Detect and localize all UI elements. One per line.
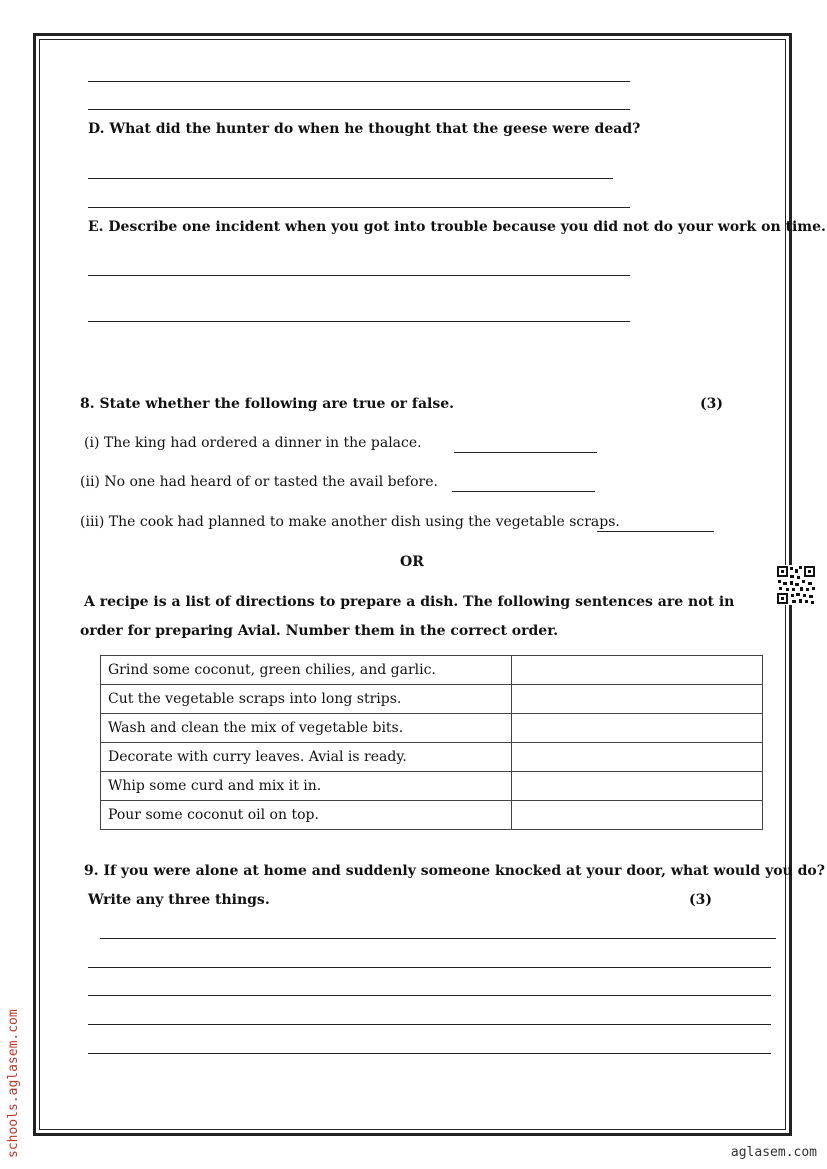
question-9-marks: (3) xyxy=(689,892,712,908)
answer-line[interactable] xyxy=(88,995,771,996)
answer-line[interactable] xyxy=(88,967,771,968)
order-number-cell[interactable] xyxy=(512,743,763,772)
table-row xyxy=(101,772,763,801)
question-d: D. What did the hunter do when he thought that the geese were dead? xyxy=(88,121,641,137)
recipe-step: Decorate with curry leaves. Avial is ready. xyxy=(101,743,512,772)
qr-code-icon[interactable] xyxy=(776,565,816,605)
order-number-cell[interactable] xyxy=(512,714,763,743)
recipe-intro-line-1: A recipe is a list of directions to prepare a dish. The following sentences are not in xyxy=(84,594,735,610)
answer-line[interactable] xyxy=(88,81,630,82)
answer-line[interactable] xyxy=(88,109,630,110)
answer-line[interactable] xyxy=(100,938,776,939)
answer-line[interactable] xyxy=(88,1024,771,1025)
question-e: E. Describe one incident when you got into trouble because you did not do your work on time. xyxy=(88,219,826,235)
answer-line[interactable] xyxy=(88,178,613,179)
question-8-marks: (3) xyxy=(700,396,723,412)
footer-watermark: aglasem.com xyxy=(730,1145,817,1160)
table-row xyxy=(101,801,763,830)
recipe-order-table xyxy=(100,655,763,830)
statement-1: (i) The king had ordered a dinner in the palace. xyxy=(84,435,422,451)
statement-2: (ii) No one had heard of or tasted the avail before. xyxy=(80,474,438,490)
answer-line[interactable] xyxy=(88,275,630,276)
recipe-step: Wash and clean the mix of vegetable bits. xyxy=(101,714,512,743)
table-row xyxy=(101,656,763,685)
recipe-step: Whip some curd and mix it in. xyxy=(101,772,512,801)
recipe-step: Cut the vegetable scraps into long strips. xyxy=(101,685,512,714)
recipe-step: Grind some coconut, green chilies, and garlic. xyxy=(101,656,512,685)
table-row xyxy=(101,685,763,714)
recipe-intro-line-2: order for preparing Avial. Number them in the correct order. xyxy=(80,623,559,639)
side-watermark: schools.aglasem.com xyxy=(6,1009,21,1158)
question-9-line-1: 9. If you were alone at home and suddenly someone knocked at your door, what would you do? xyxy=(84,863,825,879)
recipe-step: Pour some coconut oil on top. xyxy=(101,801,512,830)
order-number-cell[interactable] xyxy=(512,801,763,830)
true-false-blank[interactable] xyxy=(597,531,714,532)
table-row xyxy=(101,743,763,772)
or-label: OR xyxy=(400,554,424,570)
true-false-blank[interactable] xyxy=(454,452,597,453)
question-8: 8. State whether the following are true or false. xyxy=(80,396,454,412)
statement-3: (iii) The cook had planned to make another dish using the vegetable scraps. xyxy=(80,514,620,530)
order-number-cell[interactable] xyxy=(512,685,763,714)
answer-line[interactable] xyxy=(88,1053,771,1054)
question-9-line-2: Write any three things. xyxy=(88,892,270,908)
table-row xyxy=(101,714,763,743)
order-number-cell[interactable] xyxy=(512,772,763,801)
true-false-blank[interactable] xyxy=(452,491,595,492)
answer-line[interactable] xyxy=(88,321,630,322)
answer-line[interactable] xyxy=(88,207,630,208)
order-number-cell[interactable] xyxy=(512,656,763,685)
